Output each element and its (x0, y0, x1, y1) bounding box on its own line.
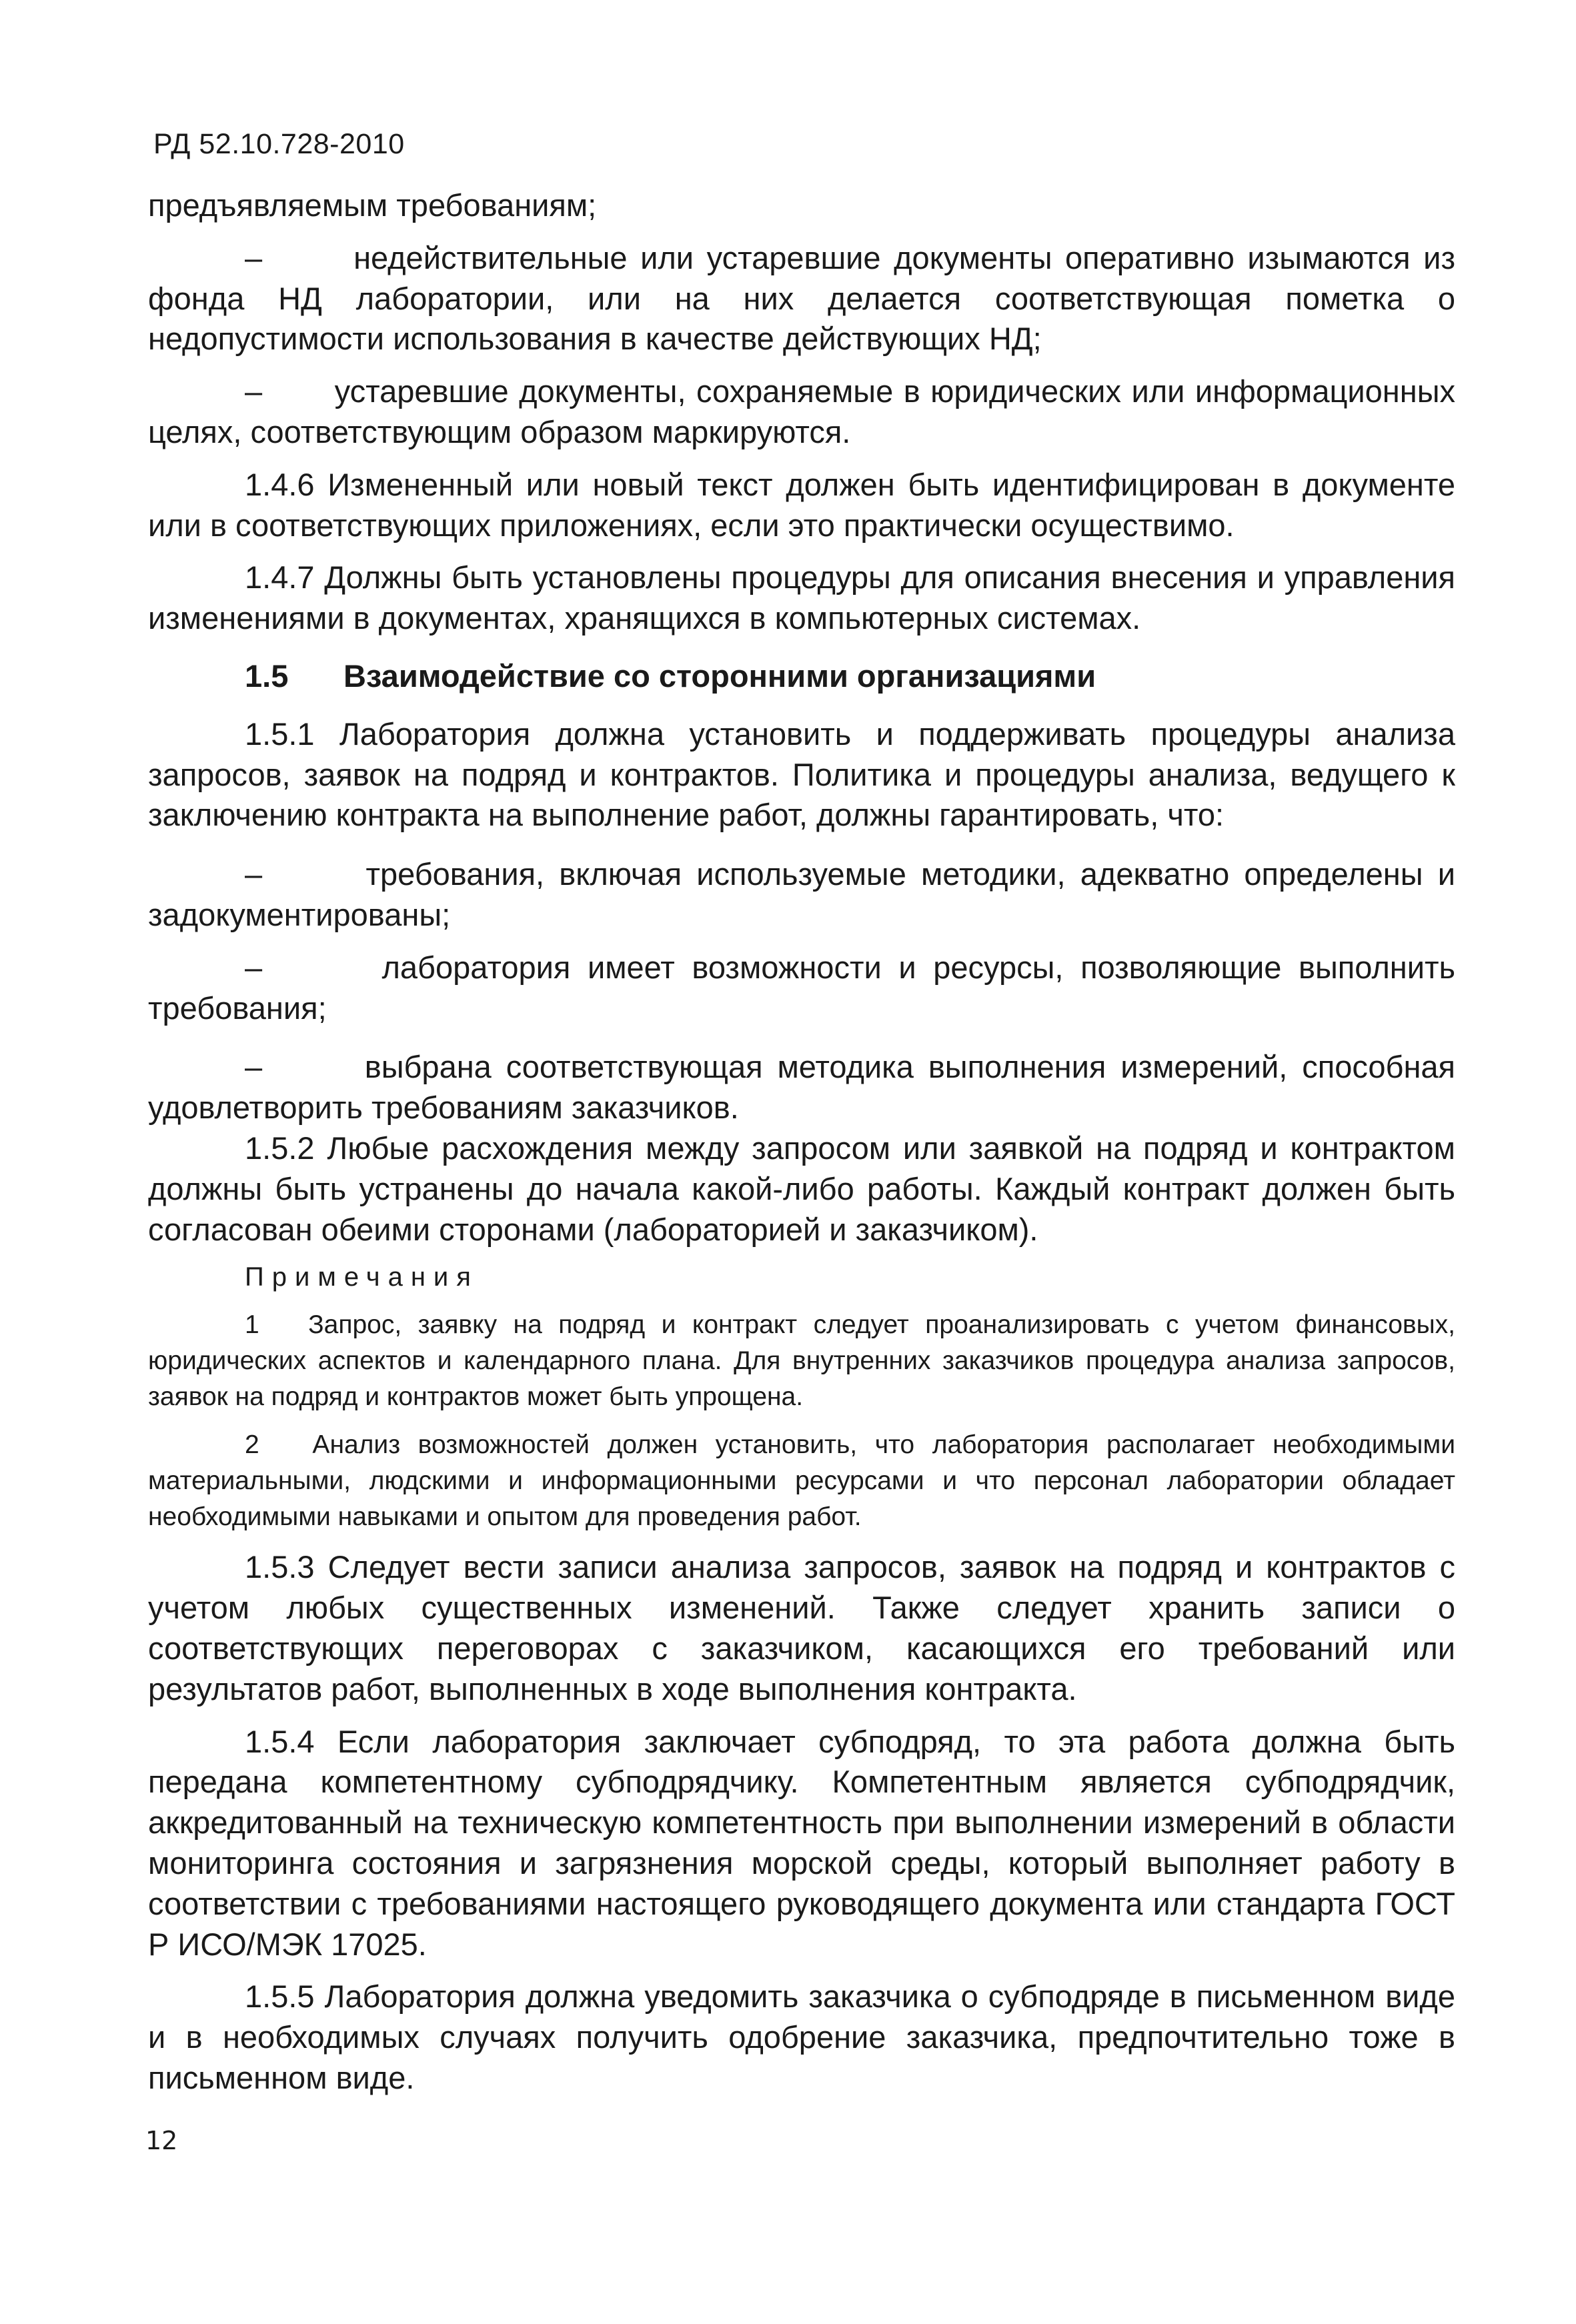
clause-1-5-4: 1.5.4 Если лаборатория заключает субподряд, то эта работа должна быть передана компетентному субподрядчику. Компетентным является субподрядчик, аккредитованный на техническую компетентность при выполнении измерений в области мониторинга состояния и загрязнения морской среды, который выполняет работу в соответствии с требованиями настоящего руководящего документа или стандарта ГОСТ Р ИСО/МЭК 17025. (148, 1723, 1455, 1962)
paragraph: предъявляемым требованиям; (148, 187, 597, 223)
note-item: 1 Запрос, заявку на подряд и контракт следует проанализировать с учетом финансовых, юридических аспектов и календарного плана. Для внутренних заказчиков процедура анализа запросов, заявок на подряд и контрактов может быть упрощена. (148, 1310, 1455, 1412)
list-item: – выбрана соответствующая методика выполнения измерений, способная удовлетворить требованиям заказчиков. (148, 1049, 1455, 1126)
page-body (148, 185, 1455, 2099)
list-item: – требования, включая используемые методики, адекватно определены и задокументированы; (148, 856, 1455, 932)
clause-1-5-1: 1.5.1 Лаборатория должна установить и поддерживать процедуры анализа запросов, заявок на подряд и контрактов. Политика и процедуры анализа, ведущего к заключению контракта на выполнение работ, должны гарантировать, что: (148, 716, 1455, 833)
clause-1-5-5: 1.5.5 Лаборатория должна уведомить заказчика о субподряде в письменном виде и в необходимых случаях получить одобрение заказчика, предпочтительно тоже в письменном виде. (148, 1979, 1455, 2095)
document-code: РД 52.10.728-2010 (153, 128, 405, 160)
section-heading (148, 656, 1455, 697)
page-number: 12 (145, 2126, 178, 2155)
notes-title: Примечания (245, 1262, 479, 1292)
section-number: 1.5 (245, 658, 289, 694)
clause-1-5-3: 1.5.3 Следует вести записи анализа запросов, заявок на подряд и контрактов с учетом любых существенных изменений. Также следует хранить записи о соответствующих переговорах с заказчиком, касающихся его требований или результатов работ, выполненных в ходе выполнения контракта. (148, 1549, 1455, 1706)
section-title: Взаимодействие со сторонними организациями (343, 658, 1096, 694)
clause-1-5-2: 1.5.2 Любые расхождения между запросом или заявкой на подряд и контрактом должны быть устранены до начала какой-либо работы. Каждый контракт должен быть согласован обеими сторонами (лабораторией и заказчиком). (148, 1130, 1455, 1247)
list-item: – недействительные или устаревшие документы оперативно изымаются из фонда НД лаборатории, или на них делается соответствующая пометка о недопустимости использования в качестве действующих НД; (148, 239, 1455, 357)
list-item: – лаборатория имеет возможности и ресурсы, позволяющие выполнить требования; (148, 949, 1455, 1026)
list-item: – устаревшие документы, сохраняемые в юридических или информационных целях, соответствующим образом маркируются. (148, 373, 1455, 449)
note-item: 2 Анализ возможностей должен установить, что лаборатория располагает необходимыми материальными, людскими и информационными ресурсами и что персонал лаборатории обладает необходимыми навыками и опытом для проведения работ. (148, 1430, 1455, 1532)
clause-1-4-7: 1.4.7 Должны быть установлены процедуры для описания внесения и управления изменениями в документах, хранящихся в компьютерных системах. (148, 559, 1455, 636)
clause-1-4-6: 1.4.6 Измененный или новый текст должен быть идентифицирован в документе или в соответствующих приложениях, если это практически осуществимо. (148, 466, 1455, 543)
